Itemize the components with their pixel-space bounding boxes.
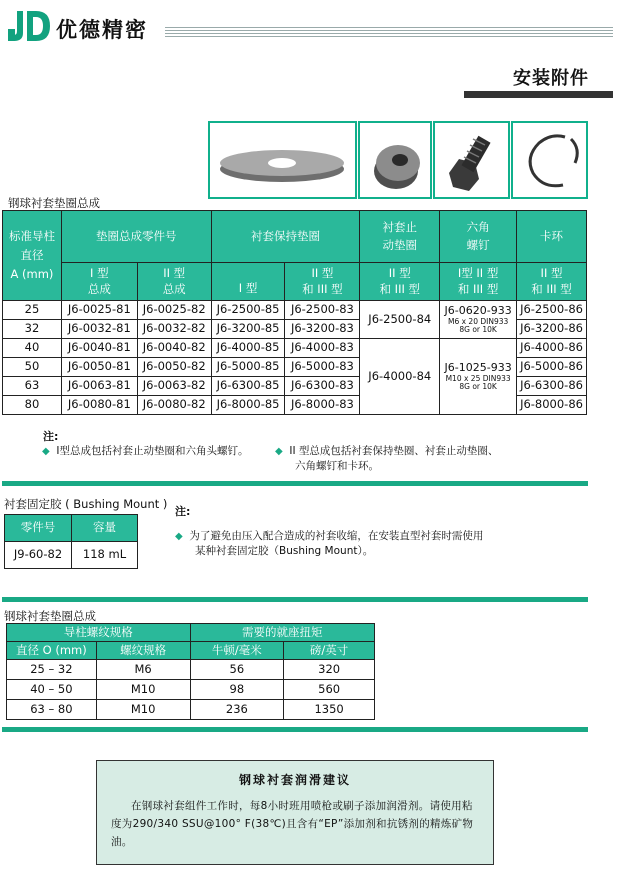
- note-1: ◆ I型总成包括衬套止动垫圈和六角头螺钉。: [42, 445, 249, 457]
- logo-jd-icon: [8, 11, 50, 41]
- lubrication-body: 在钢球衬套组件工作时，每8小时班用喷枪或刷子添加润滑剂。请使用粘度为290/340 SSU@100° F(38℃)且含有“EP”添加剂和抗锈剂的精炼矿物油。: [111, 800, 474, 848]
- table-cell: 80: [3, 396, 62, 415]
- table-cell: J6-0032-81: [61, 320, 137, 339]
- torque-caption: 钢球衬套垫圈总成: [4, 609, 96, 623]
- table-cell: J6-0040-82: [137, 339, 211, 358]
- table-cell: J6-4000-85: [211, 339, 285, 358]
- table-cell: 63 – 80: [7, 700, 97, 720]
- table-cell: J6-0063-81: [61, 377, 137, 396]
- table-cell: J6-0080-81: [61, 396, 137, 415]
- sub-header-type23-ring: II 型 和 III 型: [517, 263, 587, 301]
- washer-photo: [208, 121, 357, 199]
- glue-header-pn: 零件号: [5, 515, 72, 542]
- lubrication-title: 钢球衬套润滑建议: [238, 773, 351, 787]
- table-row: [7, 660, 375, 680]
- table-cell: J6-6300-85: [211, 377, 285, 396]
- table-cell: J6-0032-82: [137, 320, 211, 339]
- glue-header-qty: 容量: [72, 515, 138, 542]
- section-divider-3: [2, 727, 588, 732]
- table-cell: 560: [284, 680, 375, 700]
- table-cell: 40: [3, 339, 62, 358]
- stop-washer-pn-2: J6-4000-84: [360, 339, 440, 415]
- stop-washer-pn-1: J6-2500-84: [360, 301, 440, 339]
- table-cell: J6-4000-86: [517, 339, 587, 358]
- torque-header-thread: 螺纹规格: [96, 642, 190, 660]
- table-row: [7, 700, 375, 720]
- table-cell: J6-8000-85: [211, 396, 285, 415]
- table-cell: 1350: [284, 700, 375, 720]
- table-cell: J6-0050-81: [61, 358, 137, 377]
- table-cell: 25: [3, 301, 62, 320]
- table-cell: J6-2500-83: [285, 301, 360, 320]
- table-cell: J6-0040-81: [61, 339, 137, 358]
- table-cell: 50: [3, 358, 62, 377]
- notes-label: 注:: [43, 430, 59, 443]
- table-cell: M10: [96, 700, 190, 720]
- screw-pn-2: J6-1025-933 M10 x 25 DIN933 8G or 10K: [440, 339, 517, 415]
- table-cell: M6: [96, 660, 190, 680]
- screw-pn-1: J6-0620-933 M6 x 20 DIN933 8G or 10K: [440, 301, 517, 339]
- torque-header-lb: 磅/英寸: [284, 642, 375, 660]
- table-cell: M10: [96, 680, 190, 700]
- glue-table: [4, 514, 138, 569]
- header-rule-3: [165, 33, 613, 34]
- table-cell: 25 – 32: [7, 660, 97, 680]
- table-cell: J6-6300-86: [517, 377, 587, 396]
- notes-label-2: 注:: [175, 505, 191, 518]
- table-cell: J9-60-82: [5, 542, 72, 569]
- col-header-hex-screw: 六角 螺钉: [440, 211, 517, 263]
- col-header-diameter: 标准导柱 直径 A (mm): [3, 211, 62, 301]
- section-title-bar: [464, 91, 613, 98]
- table-cell: 236: [190, 700, 284, 720]
- col-header-stop-washer: 衬套止 动垫圈: [360, 211, 440, 263]
- table-cell: 98: [190, 680, 284, 700]
- table-cell: J6-3200-86: [517, 320, 587, 339]
- torque-header-nm: 牛顿/毫米: [190, 642, 284, 660]
- bullet-icon: ◆: [42, 446, 50, 457]
- header-rule-4: [165, 36, 613, 37]
- sub-header-type1-retainer: I 型: [211, 263, 285, 301]
- torque-header-spec: 导柱螺纹规格: [7, 624, 191, 642]
- header-rule-1: [165, 27, 613, 28]
- table-cell: 63: [3, 377, 62, 396]
- table-cell: 32: [3, 320, 62, 339]
- snap-ring-photo: [511, 121, 588, 199]
- section-divider-2: [2, 597, 588, 602]
- stop-washer-photo: [358, 121, 432, 199]
- table-cell: J6-5000-83: [285, 358, 360, 377]
- bullet-icon: ◆: [275, 446, 283, 457]
- note-3: ◆ 为了避免由压入配合造成的衬套收缩，在安装直型衬套时需使用 某种衬套固定胶（Bushing Mount）。: [175, 530, 484, 557]
- table-row: [3, 339, 587, 358]
- table-cell: 118 mL: [72, 542, 138, 569]
- section-divider-1: [2, 481, 588, 486]
- bullet-icon: ◆: [175, 531, 183, 542]
- torque-table: [6, 623, 375, 720]
- table-cell: 56: [190, 660, 284, 680]
- table-cell: J6-0025-82: [137, 301, 211, 320]
- table-row: [5, 542, 138, 569]
- table-cell: J6-8000-83: [285, 396, 360, 415]
- table-cell: J6-0025-81: [61, 301, 137, 320]
- table-cell: J6-5000-85: [211, 358, 285, 377]
- table-cell: 320: [284, 660, 375, 680]
- glue-caption: 衬套固定胶 ( Bushing Mount ): [4, 497, 168, 511]
- table-cell: J6-2500-85: [211, 301, 285, 320]
- hex-screw-photo: [433, 121, 510, 199]
- table-cell: J6-8000-86: [517, 396, 587, 415]
- sub-header-type2-assembly: II 型 总成: [137, 263, 211, 301]
- note-2: ◆ II 型总成包括衬套保持垫圈、衬套止动垫圈、 六角螺钉和卡环。: [275, 445, 499, 472]
- table-cell: J6-0063-82: [137, 377, 211, 396]
- table-cell: J6-0050-82: [137, 358, 211, 377]
- brand-name: 优德精密: [56, 18, 148, 42]
- sub-header-type123-screw: I型 II 型 和 III 型: [440, 263, 517, 301]
- torque-header-dia: 直径 O (mm): [7, 642, 97, 660]
- col-header-snap-ring: 卡环: [517, 211, 587, 263]
- sub-header-type23-stop: II 型 和 III 型: [360, 263, 440, 301]
- table-row: [3, 301, 587, 320]
- table-cell: 40 – 50: [7, 680, 97, 700]
- table-cell: J6-2500-86: [517, 301, 587, 320]
- torque-header-torque: 需要的就座扭矩: [190, 624, 375, 642]
- sub-header-type1-assembly: I 型 总成: [61, 263, 137, 301]
- assembly-caption: 钢球衬套垫圈总成: [8, 196, 100, 210]
- header-rule-2: [165, 30, 613, 31]
- table-cell: J6-3200-83: [285, 320, 360, 339]
- table-cell: J6-5000-86: [517, 358, 587, 377]
- table-row: [7, 680, 375, 700]
- table-cell: J6-4000-83: [285, 339, 360, 358]
- table-cell: J6-3200-85: [211, 320, 285, 339]
- sub-header-type23-retainer: II 型 和 III 型: [285, 263, 360, 301]
- table-cell: J6-0080-82: [137, 396, 211, 415]
- table-cell: J6-6300-83: [285, 377, 360, 396]
- lubrication-box: [96, 760, 494, 865]
- assembly-table: [2, 210, 587, 415]
- col-header-washer-assembly: 垫圈总成零件号: [61, 211, 211, 263]
- col-header-retainer-washer: 衬套保持垫圈: [211, 211, 360, 263]
- section-title: 安装附件: [513, 68, 589, 89]
